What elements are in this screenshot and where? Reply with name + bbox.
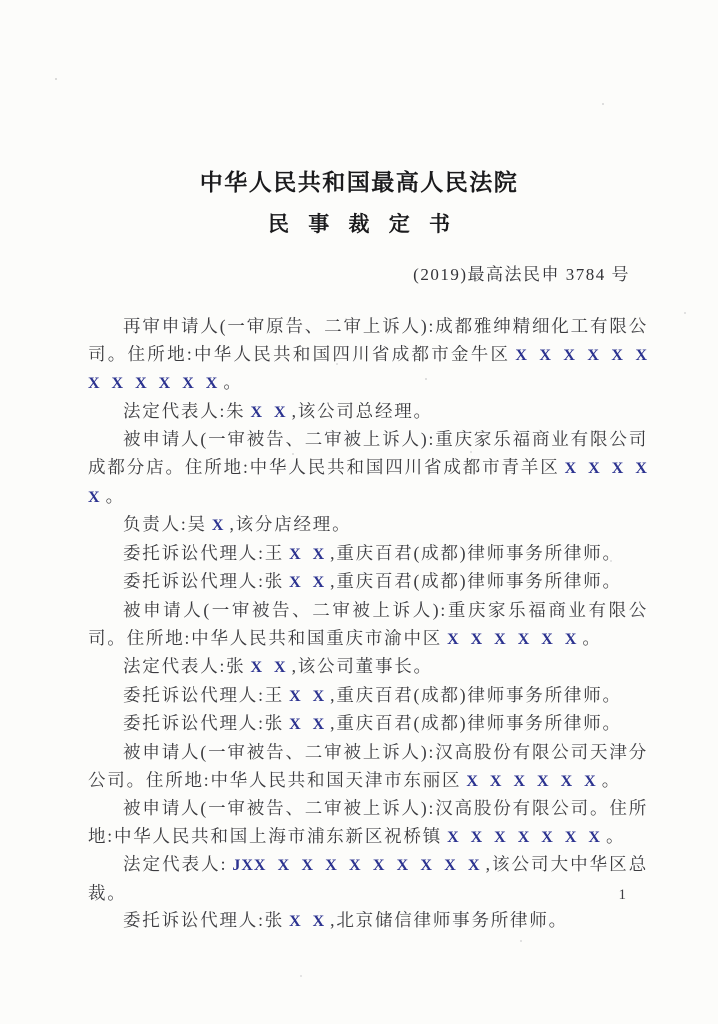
party-paragraph — [88, 710, 648, 739]
document-body — [88, 313, 648, 936]
document-header — [0, 170, 718, 285]
paragraph-text: ,该分店经理。 — [229, 514, 352, 535]
paragraph-text: 被申请人(一审被告、二审被上诉人):汉高股份有限公司。住所地:中华人民共和国上海市浦东新区祝桥镇 — [88, 798, 648, 846]
masked-value: X X — [289, 913, 326, 931]
party-paragraph — [88, 653, 648, 682]
case-number: (2019)最高法民申 3784 号 — [413, 265, 630, 284]
masked-value: X X — [289, 574, 326, 592]
paragraph-text: 。 — [223, 372, 243, 393]
scan-noise-layer — [0, 0, 2, 2]
page-number: 1 — [618, 887, 626, 903]
party-paragraph — [88, 682, 648, 711]
party-paragraph — [88, 398, 648, 427]
party-paragraph — [88, 795, 648, 851]
paragraph-text: 委托诉讼代理人:王 — [123, 542, 285, 563]
masked-value: X X — [289, 716, 326, 734]
party-paragraph — [88, 907, 648, 936]
paragraph-text: 法定代表人:张 — [123, 656, 246, 677]
paragraph-text: 法定代表人:朱 — [123, 400, 246, 421]
masked-value: X X — [289, 687, 326, 705]
masked-value: X X X X X X X X X X X X — [88, 346, 648, 393]
paragraph-text: 法定代表人: — [123, 854, 228, 875]
paragraph-text: 。 — [605, 825, 626, 846]
paragraph-text: 被申请人(一审被告、二审被上诉人):重庆家乐福商业有限公司。住所地:中华人民共和国重庆市渝中区 — [88, 599, 648, 648]
paragraph-text: 委托诉讼代理人:张 — [123, 571, 285, 592]
masked-value: X — [211, 517, 225, 535]
masked-value: JXX X X X X X X X X X — [232, 857, 481, 875]
paragraph-text: ,该公司董事长。 — [291, 656, 433, 677]
paragraph-text: 再审申请人(一审原告、二审上诉人):成都雅绅精细化工有限公司。住所地:中华人民共和国四川省成都市金牛区 — [88, 316, 648, 364]
party-paragraph — [88, 511, 648, 540]
masked-value: X X X X X X X — [447, 828, 601, 846]
masked-value: X X — [289, 545, 326, 563]
paragraph-text: ,该公司大中华区总裁。 — [88, 854, 649, 903]
party-paragraph — [88, 426, 648, 511]
party-paragraph — [88, 851, 648, 907]
paragraph-text: 负责人:吴 — [123, 514, 207, 535]
paragraph-text: ,北京储信律师事务所律师。 — [330, 910, 568, 931]
paragraph-text: 委托诉讼代理人:张 — [123, 910, 285, 931]
masked-value: X X X X X X — [447, 630, 578, 648]
party-paragraph — [88, 540, 648, 569]
masked-value: X X — [250, 403, 287, 421]
paragraph-text: ,重庆百君(成都)律师事务所律师。 — [330, 542, 622, 563]
court-title: 中华人民共和国最高人民法院 — [199, 170, 519, 195]
paragraph-text: 委托诉讼代理人:张 — [123, 713, 285, 734]
masked-value: X X X X X X — [466, 772, 597, 790]
paragraph-text: ,重庆百君(成都)律师事务所律师。 — [330, 684, 622, 705]
paragraph-text: ,该公司总经理。 — [291, 400, 433, 421]
paragraph-text: 被申请人(一审被告、二审被上诉人):汉高股份有限公司天津分公司。住所地:中华人民共和国天津市东丽区 — [88, 741, 648, 790]
paragraph-text: 。 — [105, 485, 125, 506]
paragraph-text: ,重庆百君(成都)律师事务所律师。 — [330, 713, 622, 734]
party-paragraph — [88, 739, 648, 795]
party-paragraph — [88, 568, 648, 597]
document-type-title: 民 事 裁 定 书 — [268, 212, 457, 236]
paragraph-text: ,重庆百君(成都)律师事务所律师。 — [330, 571, 622, 592]
party-paragraph — [88, 597, 648, 653]
masked-value: X X X X X — [88, 459, 648, 506]
paragraph-text: 委托诉讼代理人:王 — [123, 684, 285, 705]
paragraph-text: 。 — [582, 627, 602, 648]
paragraph-text: 。 — [601, 769, 622, 790]
party-paragraph — [88, 313, 648, 398]
masked-value: X X — [250, 659, 287, 677]
paragraph-text: 被申请人(一审被告、二审被上诉人):重庆家乐福商业有限公司成都分店。住所地:中华人民共和国四川省成都市青羊区 — [88, 429, 648, 477]
